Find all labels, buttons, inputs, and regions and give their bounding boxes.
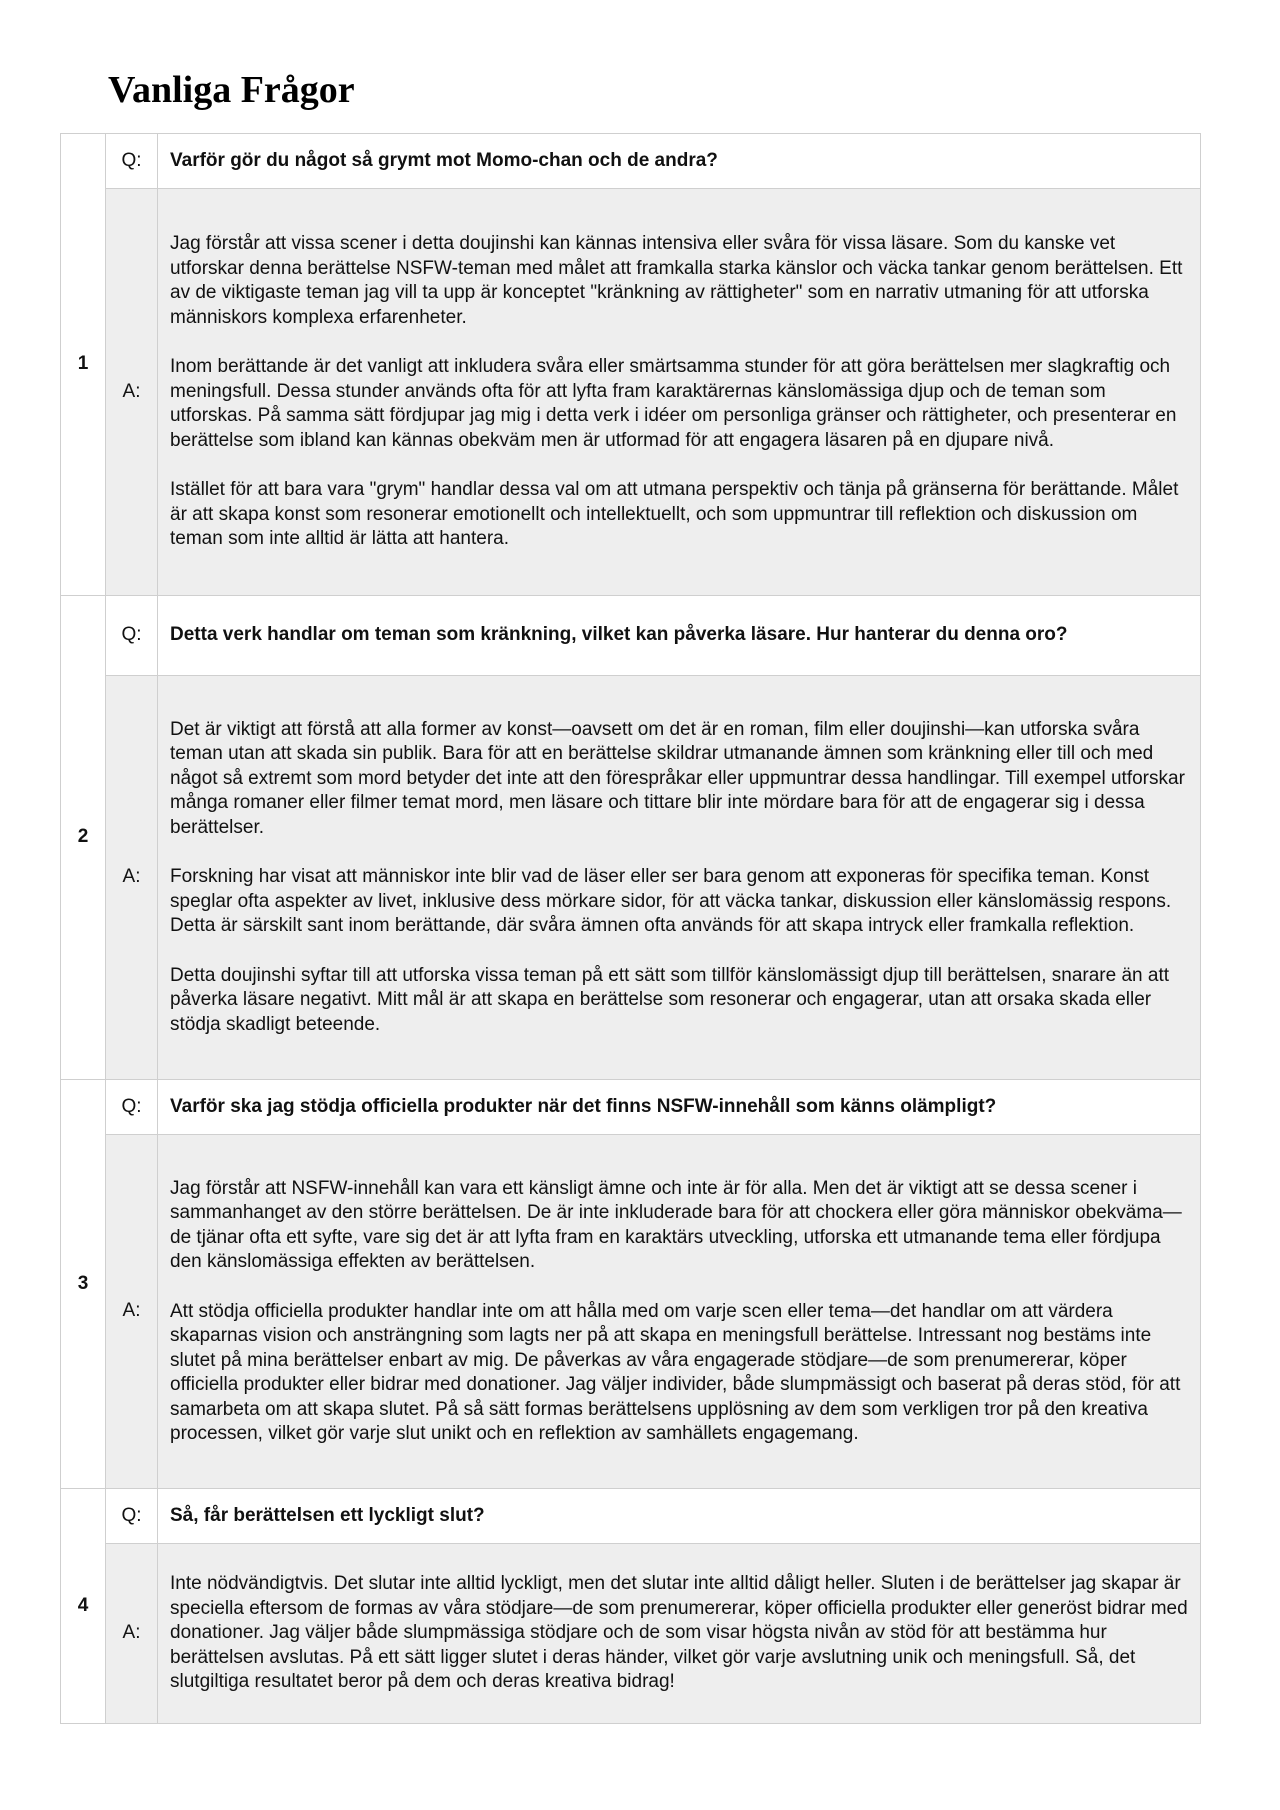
faq-number-3: 3 <box>61 1080 106 1489</box>
faq-question-4: Så, får berättelsen ett lyckligt slut? <box>158 1489 1201 1544</box>
question-label: Q: <box>106 596 158 676</box>
answer-paragraph: Jag förstår att NSFW-innehåll kan vara ett känsligt ämne och inte är för alla. Men det är viktigt att se dessa scener i sammanhanget av den större berättelsen. De är inte inkluderade bara för att chockera eller göra människor obekväma—de tjänar ofta ett syfte, vare sig det är att lyfta fram en karaktärs utveckling, utforska ett utmanande tema eller fördjupa den känslomässiga effekten av berättelsen. <box>170 1177 1182 1272</box>
answer-paragraph: Inom berättande är det vanligt att inkludera svåra eller smärtsamma stunder för att göra berättelsen mer slagkraftig och meningsfull. Dessa stunder används ofta för att lyfta fram karaktärernas känslomässiga djup och de teman som utforskas. På samma sätt fördjupar jag mig i detta verk i idéer om personliga gränser och rättigheter, och presenterar en berättelse som ibland kan kännas obekväm men är utformad för att engagera läsaren på en djupare nivå. <box>170 356 1177 451</box>
answer-label: A: <box>106 676 158 1080</box>
answer-paragraph: Att stödja officiella produkter handlar inte om att hålla med om varje scen eller tema—det handlar om att värdera skaparnas vision och ansträngning som lagts ner på att skapa en meningsfull berättelse. Intressant nog bestäms inte slutet på mina berättelser enbart av mig. De påverkas av våra engagerade stödjare—de som prenumererar, köper officiella produkter eller bidrar med donationer. Jag väljer individer, både slumpmässigt och baserat på deras stöd, för att samarbeta om att skapa slutet. På så sätt formas berättelsens upplösning av dem som verkligen tror på den kreativa processen, vilket gör varje slut unikt och en reflektion av samhällets engagemang. <box>170 1300 1181 1444</box>
faq-answer-4 <box>158 1544 1201 1724</box>
faq-number-2: 2 <box>61 596 106 1080</box>
answer-paragraph: Inte nödvändigtvis. Det slutar inte alltid lyckligt, men det slutar inte alltid dåligt heller. Sluten i de berättelser jag skapar är speciella eftersom de formas av våra stödjare—de som prenumererar, köper officiella produkter eller generöst bidrar med donationer. Jag väljer både slumpmässiga stödjare och de som visar högsta nivån av stöd för att bestämma hur berättelsen avslutas. På ett sätt ligger slutet i deras händer, vilket gör varje avslutning unik och meningsfull. Så, det slutgiltiga resultatet beror på dem och deras kreativa bidrag! <box>170 1573 1188 1693</box>
faq-answer-row-3 <box>61 1135 1201 1489</box>
answer-paragraph: Det är viktigt att förstå att alla former av konst—oavsett om det är en roman, film eller doujinshi—kan utforska svåra teman utan att skada sin publik. Bara för att en berättelse skildrar utmanande ämnen som kränkning eller till och med något så extremt som mord betyder det inte att den förespråkar eller uppmuntrar dessa handlingar. Till exempel utforskar många romaner eller filmer temat mord, men läsare och tittare blir inte mördare bara för att de engagerar sig i dessa berättelser. <box>170 718 1185 838</box>
faq-answer-row-2 <box>61 676 1201 1080</box>
faq-question-row-1 <box>61 134 1201 189</box>
question-label: Q: <box>106 134 158 189</box>
faq-question-row-3 <box>61 1080 1201 1135</box>
faq-answer-row-4 <box>61 1544 1201 1724</box>
faq-number-1: 1 <box>61 134 106 596</box>
faq-table <box>60 133 1201 1724</box>
faq-question-1: Varför gör du något så grymt mot Momo-chan och de andra? <box>158 134 1201 189</box>
faq-answer-3 <box>158 1135 1201 1489</box>
faq-answer-2 <box>158 676 1201 1080</box>
answer-label: A: <box>106 1544 158 1724</box>
faq-number-4: 4 <box>61 1489 106 1724</box>
question-label: Q: <box>106 1489 158 1544</box>
faq-question-2: Detta verk handlar om teman som kränkning, vilket kan påverka läsare. Hur hanterar du denna oro? <box>158 596 1201 676</box>
answer-label: A: <box>106 189 158 596</box>
answer-paragraph: Istället för att bara vara "grym" handlar dessa val om att utmana perspektiv och tänja på gränserna för berättande. Målet är att skapa konst som resonerar emotionellt och intellektuellt, och som uppmuntrar till reflektion och diskussion om teman som inte alltid är lätta att hantera. <box>170 479 1179 550</box>
question-label: Q: <box>106 1080 158 1135</box>
faq-question-row-4 <box>61 1489 1201 1544</box>
faq-question-row-2 <box>61 596 1201 676</box>
answer-label: A: <box>106 1135 158 1489</box>
answer-paragraph: Jag förstår att vissa scener i detta doujinshi kan kännas intensiva eller svåra för vissa läsare. Som du kanske vet utforskar denna berättelse NSFW-teman med målet att framkalla starka känslor och väcka tankar genom berättelsen. Ett av de viktigaste teman jag vill ta upp är konceptet "kränkning av rättigheter" som en narrativ utmaning för att utforska människors komplexa erfarenheter. <box>170 233 1183 328</box>
answer-paragraph: Forskning har visat att människor inte blir vad de läser eller ser bara genom att exponeras för specifika teman. Konst speglar ofta aspekter av livet, inklusive dess mörkare sidor, för att väcka tankar, diskussion eller känslomässig respons. Detta är särskilt sant inom berättande, där svåra ämnen ofta används för att skapa intryck eller framkalla reflektion. <box>170 866 1172 937</box>
page-title: Vanliga Frågor <box>108 69 355 111</box>
faq-answer-1 <box>158 189 1201 596</box>
answer-paragraph: Detta doujinshi syftar till att utforska vissa teman på ett sätt som tillför känslomässigt djup till berättelsen, snarare än att påverka läsare negativt. Mitt mål är att skapa en berättelse som resonerar och engagerar, utan att orsaka skada eller stödja skadligt beteende. <box>170 964 1170 1035</box>
faq-answer-row-1 <box>61 189 1201 596</box>
faq-question-3: Varför ska jag stödja officiella produkter när det finns NSFW-innehåll som känns olämpligt? <box>158 1080 1201 1135</box>
